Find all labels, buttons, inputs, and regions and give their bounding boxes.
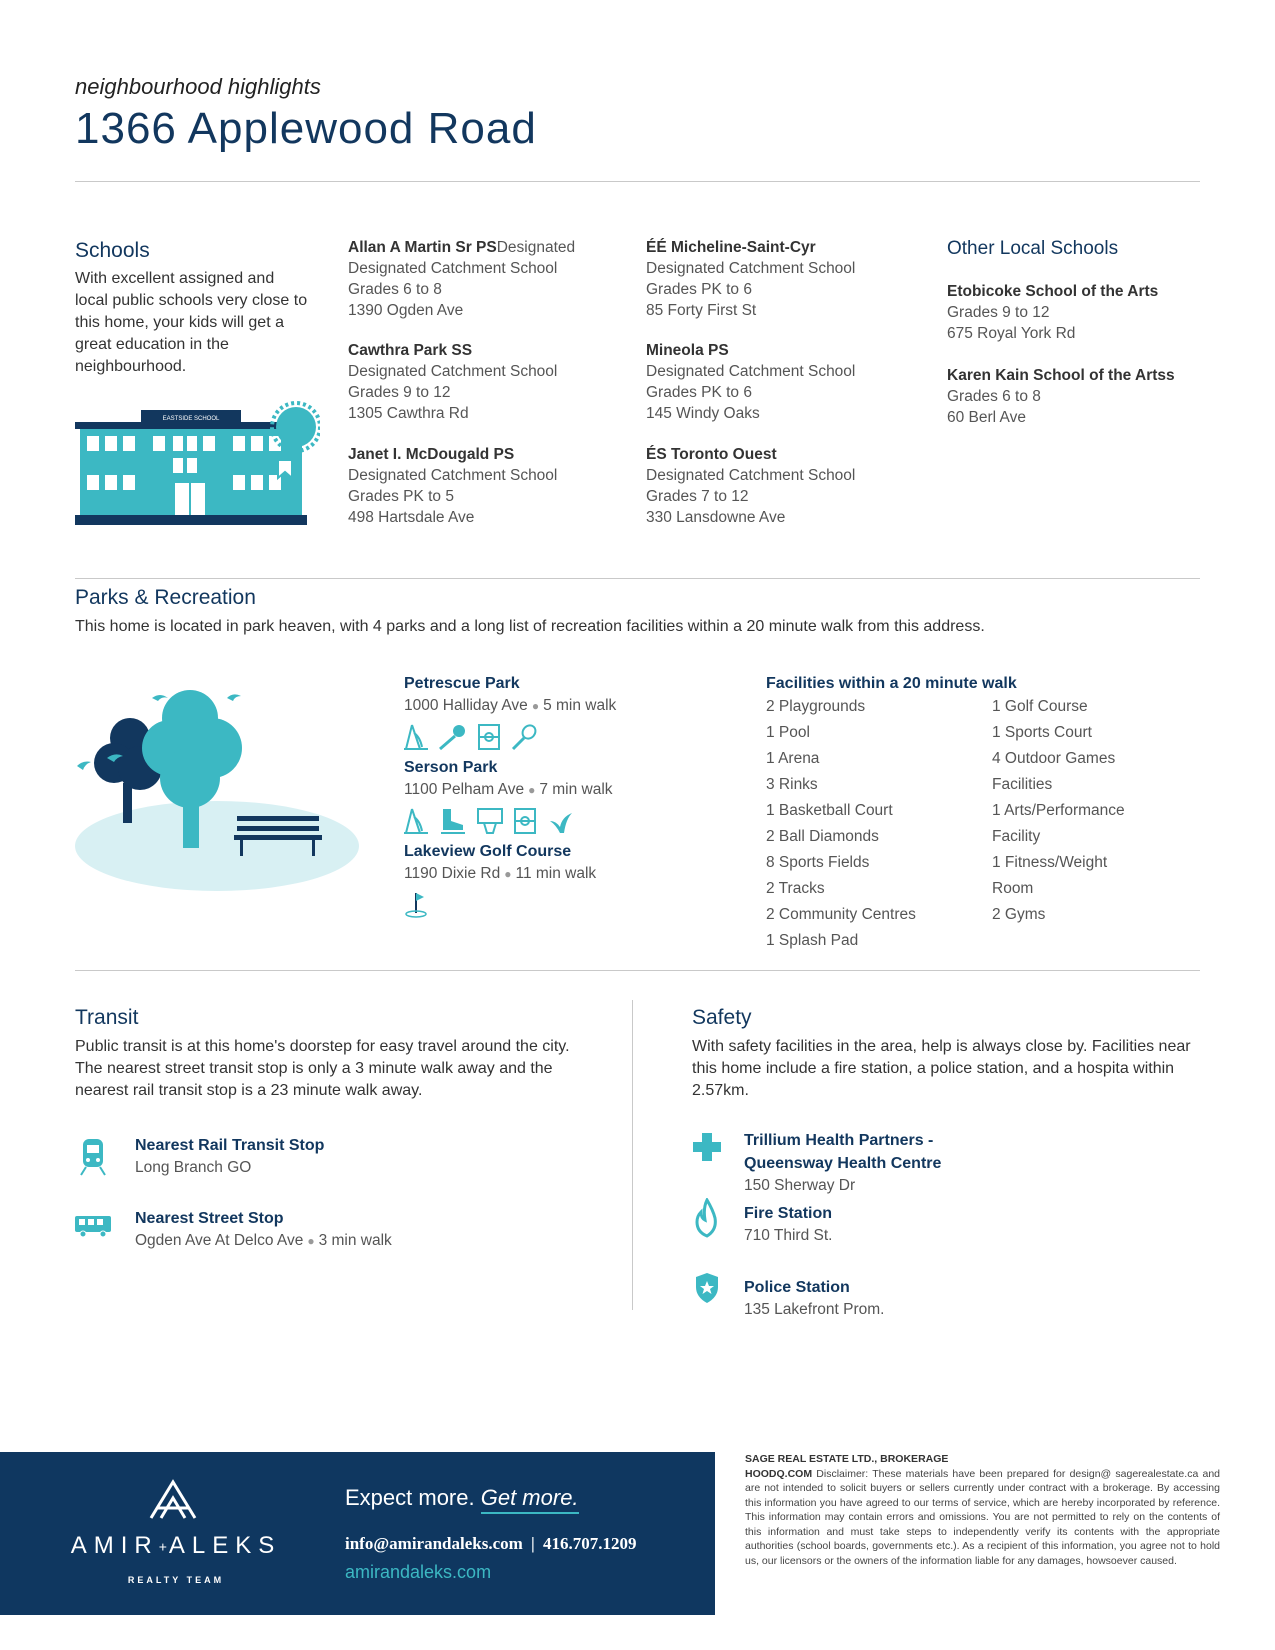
school-name: Etobicoke School of the Arts (947, 283, 1159, 300)
brokerage-name: SAGE REAL ESTATE LTD., BROKERAGE (745, 1453, 949, 1465)
school-building-illustration (75, 400, 320, 525)
train-icon (78, 1137, 108, 1177)
facility-item: 1 Splash Pad (766, 932, 859, 949)
rail-stop-value: Long Branch GO (135, 1159, 252, 1176)
street-stop-walk: 3 min walk (318, 1232, 392, 1249)
disclaimer-text: Disclaimer: These materials have been prepared for design@ sagerealestate.ca and are not intended to solicit buyers or sellers currently under contract with a brokerage. By accessing this information you have agreed to our terms of service, which are hereby incorporated by reference. This information may contain errors and omissions. You are not permitted to rely on the contents of this information and must take steps to independently verify its contents with the appropriate authorities (school boards, governments etc.). As a recipient of this information, you agree not to hold us, our licensors or the owners of the information liable for any damages, howsoever caused. (745, 1467, 1220, 1567)
school-address: 675 Royal York Rd (947, 325, 1076, 342)
school-col1-item (348, 444, 618, 528)
school-grades: Grades PK to 6 (646, 281, 752, 298)
page-title: 1366 Applewood Road (75, 104, 537, 153)
golf-icon (404, 891, 430, 919)
school-address: 330 Lansdowne Ave (646, 509, 786, 526)
tagline-a: Expect more. (345, 1485, 475, 1510)
facility-item: 8 Sports Fields (766, 854, 870, 871)
school-type: Designated Catchment School (348, 260, 558, 277)
school-type: Designated Catchment School (646, 363, 856, 380)
transit-heading: Transit (75, 1006, 139, 1029)
facility-item: Facilities (992, 776, 1053, 793)
contact-line (345, 1534, 637, 1554)
park-address: 1000 Halliday Ave (404, 697, 528, 714)
park-item (404, 757, 734, 835)
divider (75, 181, 1200, 182)
parks-heading: Parks & Recreation (75, 586, 256, 609)
separator-dot: ● (504, 867, 512, 881)
park-amenity-icons (404, 807, 734, 835)
school-name-suffix: Designated (496, 239, 576, 256)
transit-intro: Public transit is at this home's doorstep for easy travel around the city. The nearest street transit stop is only a 3 minute walk away and the nearest rail transit stop is a 23 minute walk away. (75, 1038, 570, 1099)
school-type: Designated Catchment School (348, 363, 558, 380)
other-school-item (947, 365, 1217, 428)
brand-logo-icon (147, 1478, 199, 1520)
facility-item: 2 Playgrounds (766, 698, 866, 715)
facilities-col1 (766, 694, 976, 954)
other-schools-heading: Other Local Schools (947, 238, 1119, 259)
school-name: Cawthra Park SS (348, 342, 473, 359)
school-col2-item (646, 340, 916, 424)
schools-intro: With excellent assigned and local public schools very close to this home, your kids will get a great education in the neighbourhood. (75, 270, 308, 375)
tagline (345, 1485, 579, 1511)
rail-stop-label: Nearest Rail Transit Stop (135, 1137, 325, 1154)
facility-item: 1 Arena (766, 750, 820, 767)
school-grades: Grades 6 to 8 (947, 388, 1041, 405)
school-address: 85 Forty First St (646, 302, 757, 319)
fire-station-item (744, 1202, 832, 1247)
school-address: 145 Windy Oaks (646, 405, 760, 422)
disclaimer (745, 1452, 1220, 1568)
school-address: 1305 Cawthra Rd (348, 405, 469, 422)
facility-item: 1 Pool (766, 724, 810, 741)
park-walk: 5 min walk (543, 697, 617, 714)
hospital-item (744, 1129, 941, 1197)
park-item (404, 841, 734, 919)
school-address: 498 Hartsdale Ave (348, 509, 475, 526)
school-type: Designated Catchment School (348, 467, 558, 484)
safety-heading: Safety (692, 1006, 752, 1029)
school-type: Designated Catchment School (646, 260, 856, 277)
school-grades: Grades 6 to 8 (348, 281, 442, 298)
vertical-divider (632, 1000, 633, 1310)
facilities-col2 (992, 694, 1192, 928)
school-grades: Grades 9 to 12 (947, 304, 1050, 321)
parks-intro: This home is located in park heaven, with 4 parks and a long list of recreation facilities within a 20 minute walk from this address. (75, 618, 985, 635)
school-name: Janet I. McDougald PS (348, 446, 515, 463)
park-name: Serson Park (404, 759, 498, 776)
hospital-address: 150 Sherway Dr (744, 1177, 856, 1194)
school-name: ÉÉ Micheline-Saint-Cyr (646, 239, 816, 256)
facility-item: 1 Golf Course (992, 698, 1088, 715)
separator-dot: ● (307, 1234, 315, 1248)
police-station-address: 135 Lakefront Prom. (744, 1301, 885, 1318)
bus-icon (74, 1214, 112, 1238)
school-name: ÉS Toronto Ouest (646, 446, 777, 463)
school-grades: Grades 7 to 12 (646, 488, 749, 505)
school-name: Mineola PS (646, 342, 729, 359)
separator-dot: ● (531, 699, 540, 713)
website-link[interactable]: amirandaleks.com (345, 1562, 492, 1582)
facility-item: Facility (992, 828, 1041, 845)
facilities-heading: Facilities within a 20 minute walk (766, 675, 1017, 692)
other-school-item (947, 281, 1217, 344)
playground-icon (404, 807, 430, 835)
school-address: 60 Berl Ave (947, 409, 1026, 426)
park-address: 1190 Dixie Rd (404, 865, 501, 882)
schools-heading: Schools (75, 239, 150, 262)
school-grades: Grades 9 to 12 (348, 384, 451, 401)
park-walk: 7 min walk (539, 781, 613, 798)
park-amenity-icons (404, 891, 734, 919)
page-subtitle: neighbourhood highlights (75, 74, 321, 99)
park-item (404, 673, 734, 751)
brand-name-right: ALEKS (168, 1532, 282, 1559)
school-sign-text: EASTSIDE SCHOOL (162, 416, 220, 422)
facility-item: 2 Ball Diamonds (766, 828, 879, 845)
brand-name-left: AMIR (70, 1532, 159, 1559)
facility-item: 1 Arts/Performance (992, 802, 1125, 819)
safety-intro: With safety facilities in the area, help is always close by. Facilities near this home include a fire station, a police station, and a hospita within 2.57km. (692, 1038, 1191, 1099)
divider (75, 578, 1200, 579)
school-grades: Grades PK to 6 (646, 384, 752, 401)
basketball-icon (476, 807, 504, 835)
facility-item: 3 Rinks (766, 776, 818, 793)
skate-icon (438, 807, 468, 835)
school-address: 1390 Ogden Ave (348, 302, 464, 319)
brand-plus: + (158, 1538, 169, 1555)
fire-station-address: 710 Third St. (744, 1227, 833, 1244)
facility-item: 1 Basketball Court (766, 802, 893, 819)
school-col1-item (348, 340, 618, 424)
contact-email[interactable]: info@amirandaleks.com (345, 1534, 523, 1553)
school-col1-item (348, 237, 618, 321)
street-stop-value: Ogden Ave At Delco Ave (135, 1232, 304, 1249)
baseball-icon (438, 723, 468, 751)
park-name: Petrescue Park (404, 675, 520, 692)
facility-item: 1 Fitness/Weight (992, 854, 1108, 871)
park-illustration (72, 688, 367, 898)
brand-subtitle: REALTY TEAM (127, 1575, 225, 1585)
school-type: Designated Catchment School (646, 467, 856, 484)
facility-item: 2 Gyms (992, 906, 1046, 923)
playground-icon (404, 723, 430, 751)
brand-name (56, 1532, 296, 1560)
facility-item: 1 Sports Court (992, 724, 1092, 741)
facility-item: Room (992, 880, 1034, 897)
splash-pad-icon (546, 807, 576, 835)
facility-item: 4 Outdoor Games (992, 750, 1116, 767)
school-col2-item (646, 444, 916, 528)
facility-item: 2 Community Centres (766, 906, 916, 923)
police-station-item (744, 1276, 884, 1321)
sports-field-icon (512, 807, 538, 835)
school-name: Karen Kain School of the Artss (947, 367, 1175, 384)
park-name: Lakeview Golf Course (404, 843, 572, 860)
tagline-b: Get more. (481, 1485, 579, 1514)
facility-item: 2 Tracks (766, 880, 825, 897)
park-walk: 11 min walk (515, 865, 597, 882)
hospital-cross-icon (692, 1132, 722, 1162)
fire-icon (694, 1198, 720, 1238)
rail-stop (135, 1134, 324, 1179)
street-stop (135, 1207, 392, 1252)
police-shield-icon (694, 1272, 720, 1304)
school-grades: Grades PK to 5 (348, 488, 454, 505)
contact-separator: | (531, 1534, 535, 1553)
street-stop-label: Nearest Street Stop (135, 1210, 284, 1227)
disclaimer-lead: HOODQ.COM (745, 1467, 813, 1480)
tennis-icon (510, 723, 538, 751)
park-amenity-icons (404, 723, 734, 751)
school-col2-item (646, 237, 916, 321)
fire-station-name: Fire Station (744, 1205, 833, 1222)
police-station-name: Police Station (744, 1279, 850, 1296)
separator-dot: ● (528, 783, 536, 797)
hospital-name-line1: Trillium Health Partners - (744, 1132, 934, 1149)
footer-banner (0, 1452, 715, 1615)
hospital-name-line2: Queensway Health Centre (744, 1155, 942, 1172)
divider (75, 970, 1200, 971)
contact-phone[interactable]: 416.707.1209 (543, 1534, 637, 1553)
sports-field-icon (476, 723, 502, 751)
school-name: Allan A Martin Sr PS (348, 239, 497, 256)
park-address: 1100 Pelham Ave (404, 781, 525, 798)
